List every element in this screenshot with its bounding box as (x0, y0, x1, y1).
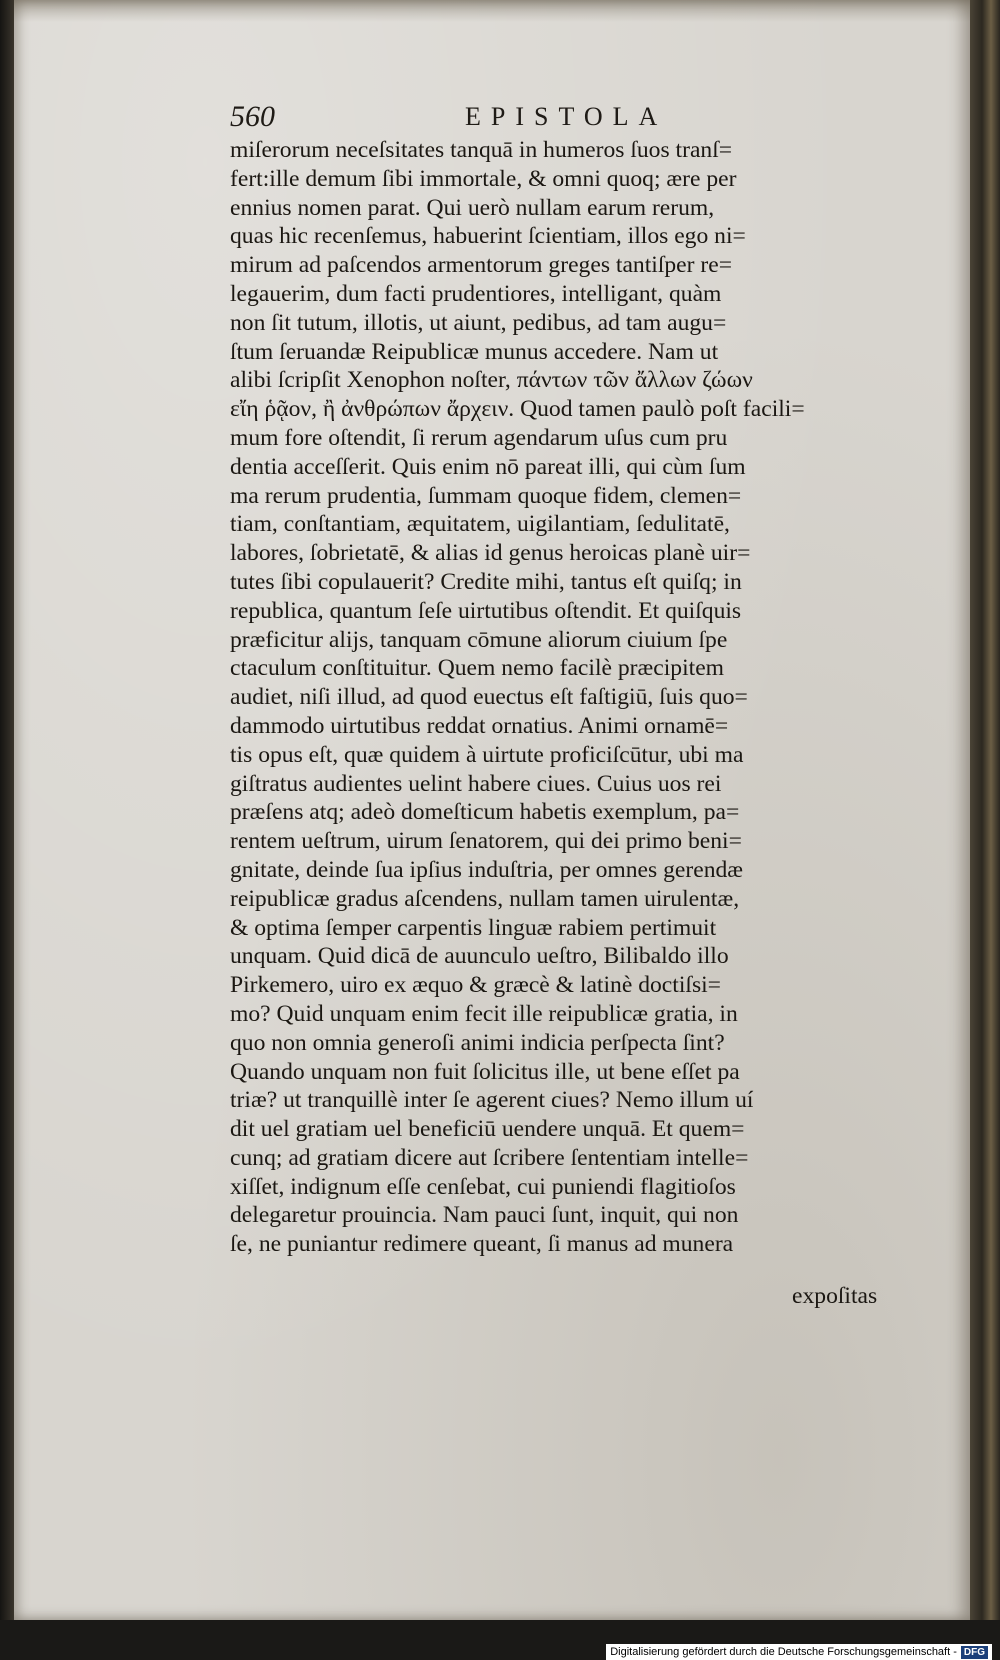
text-line: mirum ad paſcendos armentorum greges tantiſper re= (230, 252, 733, 279)
text-line: ma rerum prudentia, ſummam quoque fidem, clemen= (230, 482, 742, 509)
text-line: cunq; ad gratiam dicere aut ſcribere ſententiam intelle= (230, 1144, 749, 1171)
page-number: 560 (230, 100, 275, 133)
text-line: dit uel gratiam uel beneficiū uendere unquā. Et quem= (230, 1116, 745, 1143)
text-line: legauerim, dum facti prudentiores, intelligant, quàm (230, 280, 722, 307)
text-line: tiam, conſtantiam, æquitatem, uigilantiam, ſedulitatē, (230, 511, 730, 538)
text-line: Pirkemero, uiro ex æquo & græcè & latinè doctiſsi= (230, 972, 721, 999)
text-line: quas hic recenſemus, habuerint ſcientiam, illos ego ni= (230, 223, 746, 250)
text-line: giſtratus audientes uelint habere ciues. Cuius uos rei (230, 770, 722, 797)
text-line: Quando unquam non fuit ſolicitus ille, ut bene eſſet pa (230, 1058, 740, 1085)
text-line: xiſſet, indignum eſſe cenſebat, cui puniendi flagitioſos (230, 1173, 736, 1200)
text-line: gnitate, deinde ſua ipſius induſtria, per omnes gerendæ (230, 856, 744, 883)
text-line: reipublicæ gradus aſcendens, nullam tamen uirulentæ, (230, 885, 740, 912)
digitization-credit (606, 1644, 992, 1660)
text-line: dentia acceſſerit. Quis enim nō pareat illi, qui cùm ſum (230, 453, 746, 480)
catchword: expoſitas (792, 1283, 878, 1309)
dfg-logo-icon: DFG (961, 1646, 988, 1659)
text-line: ſtum ſeruandæ Reipublicæ munus accedere. Nam ut (230, 338, 719, 365)
text-line: quo non omnia generoſi animi indicia perſpecta ſint? (230, 1029, 725, 1056)
text-line: ctaculum conſtituitur. Quem nemo facilè præcipitem (230, 655, 725, 682)
text-line: & optima ſemper carpentis linguæ rabiem pertimuit (230, 914, 717, 941)
text-line: delegaretur prouincia. Nam pauci ſunt, inquit, qui non (230, 1202, 739, 1229)
text-line: fert:ille demum ſibi immortale, & omni quoq; ære per (230, 165, 737, 192)
credit-text: Digitalisierung gefördert durch die Deutsche Forschungsgemeinschaft - (610, 1646, 957, 1658)
text-line: præſens atq; adeò domeſticum habetis exemplum, pa= (230, 799, 740, 826)
text-line: miſerorum neceſsitates tanquā in humeros ſuos tranſ= (230, 137, 733, 163)
text-line: unquam. Quid dicā de auunculo ueſtro, Bilibaldo illo (230, 943, 729, 970)
body-text (230, 136, 890, 1259)
text-line: republica, quantum ſeſe uirtutibus oſtendit. Et quiſquis (230, 597, 742, 624)
page-header (230, 100, 710, 140)
text-line: mum fore oſtendit, ſi rerum agendarum uſus cum pru (230, 424, 728, 451)
running-head: EPISTOLA (465, 102, 668, 131)
text-line: labores, ſobrietatē, & alias id genus heroicas planè uir= (230, 540, 751, 567)
text-line: ſe, ne puniantur redimere queant, ſi manus ad munera (230, 1231, 734, 1258)
text-line: mo? Quid unquam enim fecit ille reipublicæ gratia, in (230, 1000, 738, 1027)
text-line: dammodo uirtutibus reddat ornatius. Animi ornamē= (230, 712, 729, 739)
text-line: ennius nomen parat. Qui uerò nullam earum rerum, (230, 194, 715, 221)
text-line: non ſit tutum, illotis, ut aiunt, pedibus, ad tam augu= (230, 309, 727, 336)
text-line: præficitur alijs, tanquam cōmune aliorum ciuium ſpe (230, 626, 728, 653)
text-line: εἴη ῥᾷον, ἢ ἀνθρώπων ἄρχειν. Quod tamen paulò poſt facili= (230, 396, 805, 423)
book-left-edge (0, 0, 14, 1660)
text-line: audiet, niſi illud, ad quod euectus eſt faſtigiū, ſuis quo= (230, 684, 748, 711)
text-line: alibi ſcripſit Xenophon noſter, πάντων τῶν ἄλλων ζώων (230, 367, 753, 394)
text-line: tis opus eſt, quæ quidem à uirtute proficiſcūtur, ubi ma (230, 741, 744, 768)
text-line: rentem ueſtrum, uirum ſenatorem, qui dei primo beni= (230, 828, 742, 855)
text-line: triæ? ut tranquillè inter ſe agerent ciues? Nemo illum uí (230, 1087, 754, 1114)
text-line: tutes ſibi copulauerit? Credite mihi, tantus eſt quiſq; in (230, 568, 742, 595)
book-fore-edge (970, 0, 1000, 1620)
